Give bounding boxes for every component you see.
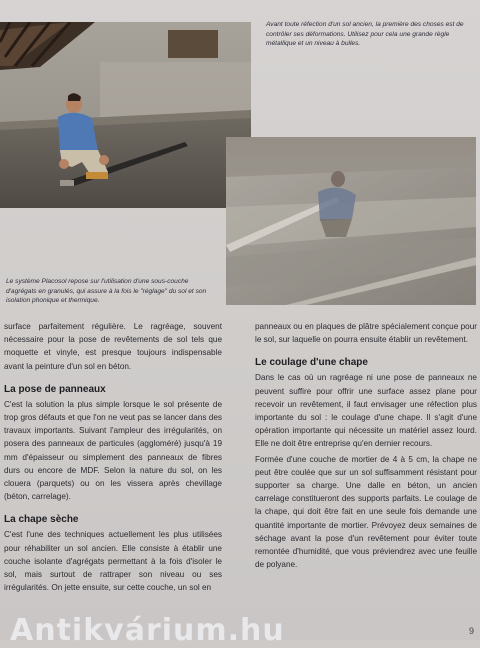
heading-coulage-chape: Le coulage d'une chape (255, 357, 368, 369)
paragraph-ragreage: surface parfaitement régulière. Le ragréage, souvent nécessaire pour la pose de revêtements de sol tels que moquette et vinyle, est presque toujours indispensable avant la peinture d'un sol en béton. (4, 322, 222, 371)
heading-pose-panneaux: La pose de panneaux (4, 383, 106, 395)
paragraph-plaques-platre: panneaux ou en plaques de plâtre spécialement conçue pour le sol, sur laquelle on pourra ensuite établir un revêtement. (255, 322, 477, 345)
text-column-right (255, 320, 477, 571)
photo-leveling-floor (0, 22, 251, 208)
paragraph-chape-seche: C'est l'une des techniques actuellement les plus utilisées pour réhabiliter un sol ancien. Elle consiste à établir une couche isolante d'agrégats permettant à la fois d'isoler le sol, mais surtout de rattraper son niveau ou ses irrégularités. On jette ensuite, sur cette couche, un sol en (4, 530, 222, 593)
page-number: 9 (469, 626, 475, 636)
paragraph-coulage-1: Dans le cas où un ragréage ni une pose de panneaux ne peuvent suffire pour offrir une surface assez plane pour recevoir un revêtement, il faut envisager une réfection plus importante du sol : le coulage d'une chape. Il s'agit d'une opération importante qui nécessite un matériel assez lourd. Elle ne doit être entreprise qu'en dernier recours. (255, 373, 477, 449)
photo-leveling-floor-image (0, 22, 251, 208)
caption-leveling: Avant toute réfection d'un sol ancien, la première des choses est de contrôler ses déformations. Utilisez pour cela une grande règle métallique et un niveau à bulles. (266, 21, 464, 48)
text-column-left (4, 320, 222, 594)
paragraph-coulage-2: Formée d'une couche de mortier de 4 à 5 cm, la chape ne peut être coulée que sur un sol suffisamment résistant pour supporter sa charge. Une dalle en béton, un ancien carrelage constitueront des supports parfaits. Le coulage de la chape, qui doit être fait en une seule fois demande une quantité importante de mortier. Prévoyez deux semaines de séchage avant la pose d'un revêtement pour éviter toute remontée d'humidité, que vous préviendrez avec une feuille de polyane. (255, 454, 477, 570)
watermark: Antikvárium.hu (10, 613, 285, 648)
photo-aggregate-layer-image (226, 137, 476, 305)
caption-placosol: Le système Placosol repose sur l'utilisation d'une sous-couche d'agrégats en granulés, qui assure à la fois le "réglage" du sol et son isolation phonique et thermique. (6, 278, 207, 305)
photo-aggregate-layer (226, 137, 476, 305)
heading-chape-seche: La chape sèche (4, 514, 79, 526)
paragraph-pose-panneaux: C'est la solution la plus simple lorsque le sol présente de trop gros défauts et que l'on ne veut pas se lancer dans des travaux importants. Suivant l'ampleur des irrégularités, on posera des panneaux de particules (aggloméré) jusqu'à 19 mm d'épaisseur ou simplement des panneaux de fibres durs ou encore de MDF. Selon la nature du sol, on les clouera (parquets) ou on les vissera après chevillage (béton, carrelage). (4, 399, 222, 502)
